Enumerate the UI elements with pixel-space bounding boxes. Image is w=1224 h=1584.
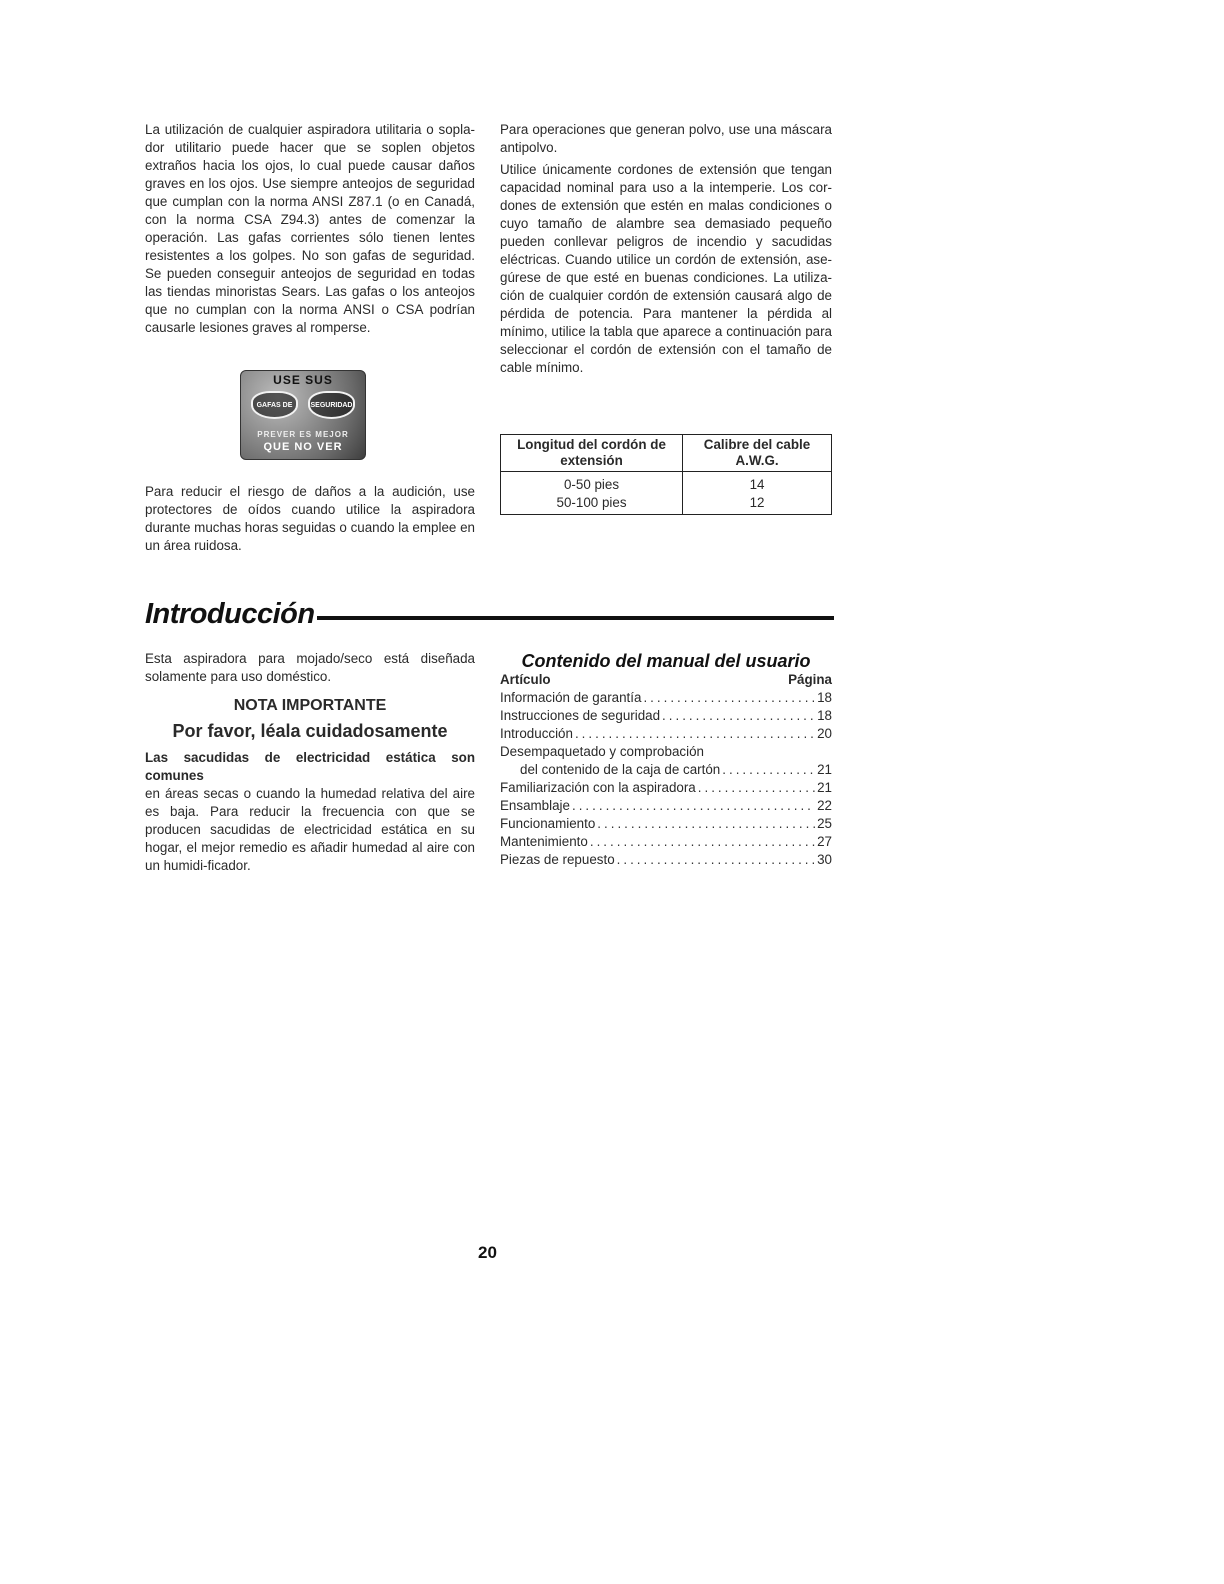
badge-right-lens: SEGURIDAD <box>308 391 355 419</box>
table-cell-gauge: 14 <box>683 472 832 495</box>
dust-mask-paragraph: Para operaciones que generan polvo, use una máscara antipolvo. <box>500 122 832 155</box>
section-rule <box>317 616 834 620</box>
toc-item-label: Mantenimiento <box>500 834 588 849</box>
toc-item <box>500 761 832 779</box>
glasses-icon <box>251 391 355 421</box>
table-header-length: Longitud del cordón de extensión <box>501 435 683 472</box>
toc-item <box>500 815 832 833</box>
toc-item-page: 27 <box>817 834 832 849</box>
table-row <box>501 494 832 515</box>
intro-paragraph: Esta aspiradora para mojado/seco está diseñada solamente para uso doméstico. <box>145 651 475 684</box>
left-column-bottom <box>145 650 475 875</box>
toc-item-label: Familiarización con la aspiradora <box>500 780 696 795</box>
important-note-title: NOTA IMPORTANTE <box>233 697 387 714</box>
left-column-middle <box>145 483 475 555</box>
toc-item-label: del contenido de la caja de cartón <box>520 762 721 777</box>
safety-glasses-paragraph: La utilización de cualquier aspiradora utilitaria o sopla-dor utilitario puede hacer que se soplen objetos extraños hacia los ojos, lo cual puede causar daños graves en los ojos. Use siempre anteojos de seguridad que cumplan con la norma ANSI Z87.1 (o en Canadá, con la norma CSA Z94.3) antes de comenzar la operación. Las gafas corrientes sólo tienen lentes resistentes a los golpes. No son gafas de seguridad. Se pueden conseguir anteojos de seguridad en todas las tiendas minoristas Sears. Las gafas o los anteojos que no cumplan con la norma ANSI o CSA podrían causarle lesiones graves al romperse. <box>145 122 475 335</box>
safety-glasses-badge <box>240 370 366 460</box>
badge-bottom-small: PREVER ES MEJOR <box>257 430 349 439</box>
contents-header <box>500 671 832 689</box>
contents-page-header: Página <box>788 672 832 687</box>
toc-item <box>500 851 832 869</box>
badge-top-text: USE SUS <box>273 373 333 387</box>
toc-item-page: 22 <box>817 798 832 813</box>
toc-item-label: Introducción <box>500 726 573 741</box>
static-electricity-paragraph: en áreas secas o cuando la humedad relativa del aire es baja. Para reducir la frecuencia con que se producen sacudidas de electricidad estática en su hogar, el mejor remedio es añadir humedad al aire con un humidi-ficador. <box>145 786 475 873</box>
table-cell-gauge: 12 <box>683 494 832 515</box>
toc-item-label: Ensamblaje <box>500 798 570 813</box>
toc-item <box>500 689 832 707</box>
important-note-subtitle: Por favor, léala cuidadosamente <box>172 721 448 741</box>
toc-item-label: Desempaquetado y comprobación <box>500 744 704 759</box>
toc-item-page: 30 <box>817 852 832 867</box>
toc-item <box>500 833 832 851</box>
table-cell-length: 50-100 pies <box>501 494 683 515</box>
toc-item-page: 20 <box>817 726 832 741</box>
table-header-row <box>501 435 832 472</box>
static-electricity-heading: Las sacudidas de electricidad estática son comunes <box>145 750 475 783</box>
toc-item-page: 25 <box>817 816 832 831</box>
extension-cord-paragraph: Utilice únicamente cordones de extensión que tengan capacidad nominal para uso a la intemperie. Los cor-dones de extensión que estén en malas condiciones o cuyo tamaño de alambre sea demasiado pequeño pueden conllevar peligros de incendio y sacudidas eléctricas. Cuando utilice un cordón de extensión, ase-gúrese de que esté en buenas condiciones. La utiliza-ción de cualquier cordón de extensión causará algo de pérdida de potencia. Para mantener la pérdida al mínimo, utilice la tabla que aparece a continuación para seleccionar el cordón de extensión con el tamaño de cable mínimo. <box>500 162 832 375</box>
table-row <box>501 472 832 495</box>
right-column-top <box>500 121 832 377</box>
toc-item <box>500 797 832 815</box>
table-header-gauge: Calibre del cable A.W.G. <box>683 435 832 472</box>
toc-item-page: 18 <box>817 708 832 723</box>
toc-item-label: Piezas de repuesto <box>500 852 615 867</box>
extension-cord-table <box>500 434 832 515</box>
toc-item-label: Funcionamiento <box>500 816 596 831</box>
contents-title: Contenido del manual del usuario <box>521 651 811 671</box>
toc-item <box>500 707 832 725</box>
toc-item <box>500 725 832 743</box>
toc-item <box>500 779 832 797</box>
toc-item-label: Instrucciones de seguridad <box>500 708 661 723</box>
hearing-protection-paragraph: Para reducir el riesgo de daños a la audición, use protectores de oídos cuando utilice la aspiradora durante muchas horas seguidas o cuando la emplee en un área ruidosa. <box>145 484 475 553</box>
section-title: Introducción <box>145 598 315 630</box>
toc-item-label: Información de garantía <box>500 690 642 705</box>
badge-bottom-large: QUE NO VER <box>263 441 343 453</box>
toc-item-page: 21 <box>817 780 832 795</box>
toc-item-page: 21 <box>817 762 832 777</box>
page-number: 20 <box>478 1243 497 1262</box>
table-of-contents <box>500 651 832 869</box>
contents-article-header: Artículo <box>500 672 551 687</box>
toc-item-page: 18 <box>817 690 832 705</box>
badge-left-lens: GAFAS DE <box>251 391 298 419</box>
table-cell-length: 0-50 pies <box>501 472 683 495</box>
toc-item <box>500 743 832 761</box>
left-column-top <box>145 121 475 337</box>
